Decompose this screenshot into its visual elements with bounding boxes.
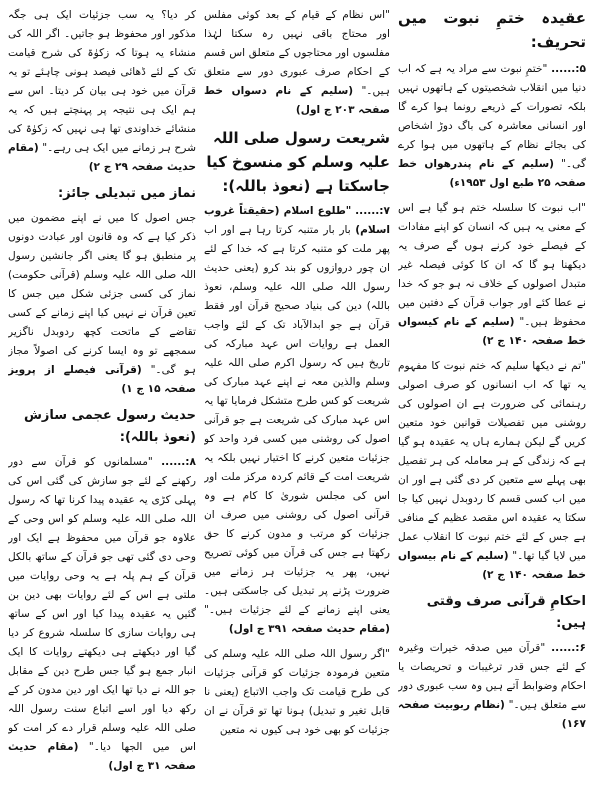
quote-text: "مسلمانوں کو قرآن سے دور رکھنے کے لئے جو سازش کی گئی اس کی پہلی کڑی یہ عقیدہ پیدا کرنا تھا کہ رسول اللہ صلی اللہ علیہ وسلم کو اس وحی کے علاوہ جو قرآن میں محفوظ ہے ایک اور وحی دی گئی تھی جو قرآن کے ساتھ بالکل قرآن کے ہم پلہ ہے یہ وحی روایات میں ملتی ہے اس کے لئے روایات بھی دین بن گئیں یہ عقیدہ پیدا کیا اور اس کے ساتھ ہی روایات سازی کا سلسلہ شروع کر دیا گیا اور دیکھتے ہی دیکھتے روایات کا ایک انبار جمع ہو گیا جس طرح دین کے مقابل جو اللہ نے دیا تھا ایک اور دین مدون کر کے رکھ دیا اور اسے اتباع سنت رسول اللہ صلی اللہ علیہ وسلم قرار دے کر امت کو اس میں الجھا دیا۔"	[8, 456, 196, 753]
quote-text: "ختمِ نبوت سے مراد یہ ہے کہ اب دنیا میں انقلاب شخصیتوں کے ہاتھوں نہیں بلکہ تصورات کے ذریعے رونما ہوا کرے گا اور انسانی معاشرہ کی باگ دوڑ اشخاص کی بجائے نظام کے ہاتھوں میں ہوا کرے گی۔"	[398, 63, 586, 170]
quote-text: "تم نے دیکھا سلیم کہ ختم نبوت کا مفہوم یہ تھا کہ اب انسانوں کو صرف اصولی رہنمائی کی ضرورت ہے ان اصولوں کی روشنی میں تفصیلات قوانین خود متعین کریں گے لیکن ہمارے ہاں یہ عقیدہ ہو گیا ہے کہ زندگی کے ہر معاملہ کی ہر تفصیل بھی پہلے سے متعین کر دی گئی ہے اور ان میں اب کسی قسم کا ردوبدل نہیں کیا جا سکتا یہ عقیدہ اس مقصد عظیم کے منافی ہے جس کے لئے ختم نبوت کا انقلاب عمل میں لایا گیا تھا۔"	[398, 360, 586, 562]
quote-text: "اب نبوت کا سلسلہ ختم ہو گیا ہے اس کے معنی یہ ہیں کہ انسان کو اپنے مفادات کے فیصلے خود کرنے ہوں گے صرف یہ دیکھنا ہو گا کہ ان کا کوئی فیصلہ غیر متبدل اصولوں کے خلاف نہ ہو جو کہ خدا نے عطا کئے اور جواب قرآن کے دفتین میں محفوظ ہیں۔"	[398, 202, 586, 328]
citation: (مقام حدیث صفحہ ۳۱ ج اول)	[8, 741, 196, 772]
section-heading-ahkam-waqti: احکامِ قرآنی صرف وقتی ہیں:	[426, 594, 586, 631]
quote-text: جس اصول کا میں نے اپنے مضمون میں ذکر کیا ہے کہ وہ قانون اور عبادت دونوں پر منطبق ہو گا یعنی اگر جانشین رسول اللہ صلی اللہ علیہ وسلم (قرآنی حکومت) نماز کی کسی جزئی شکل میں جس کا تعین قرآن نے نہیں کیا اپنے زمانے کے کسی تقاضے کے ماتحت کچھ ردوبدل ناگزیر سمجھے تو وہ ایسا کرنے کی اصولاً مجاز ہو گی۔"	[8, 212, 196, 376]
section-heading-khatm-nabuwwat: عقیدہ ختمِ نبوت میں تحریف:	[398, 9, 586, 51]
left-column	[8, 6, 196, 778]
paragraph	[204, 645, 390, 740]
citation: (سلیم کے نام دسواں خط صفحہ ۲۰۳ ج اول)	[204, 85, 390, 116]
quote-text: بار بار متنبہ کرتا رہا ہے اور اب پھر ملت کو متنبہ کرتا ہے کہ خدا کے لئے ان چور دروازوں کو بند کرو (یعنی حدیث رسول اللہ صلی اللہ علیہ وسلم، نعوذ باللہ) دین کی بنیاد صحیح قرآن اور فقط قرآن ہے جو ابدالآباد تک کے لئے واجب العمل ہے روایات اس عہد مبارکہ کی تاریخ ہیں کہ رسول اکرم صلی اللہ علیہ وسلم والذین معہ نے اپنے عہد مبارک کی شریعت کو کس طرح متشکل فرمایا تھا یہ اس عہد مبارک کی شریعت ہے جو قرآنی اصول کی روشنی میں کسی فرد واحد کو جزئیات متعین کرنے کا اختیار نہیں بلکہ یہ شریعت امت کے قائم کردہ مرکز ملت اور اس کی مجلس شوریٰ کا کام ہے وہ قرآنی اصول کی روشنی میں صرف ان جزئیات کو مرتب و مدون کرنے کا حق رکھتا ہے جس کی قرآن میں کوئی تصریح نہیں، پھر یہ جزئیات ہر زمانے میں ضرورت پڑنے پر تبدیل کی جاسکتی ہیں۔ یعنی اپنے زمانے کے لئے جزئیات ہیں۔"	[204, 224, 390, 616]
item-number: ۸:......	[161, 456, 196, 468]
section-heading-namaz-tabdeeli: نماز میں تبدیلی جائز:	[57, 186, 196, 201]
quote-text: کر دیا؟ یہ سب جزئیات ایک ہی جگہ مذکور اور محفوظ ہو جاتیں۔ اگر اللہ کی منشاء یہ ہوتا کہ زکوٰۃ کی شرح قیامت تک کے لئے ڈھائی فیصد ہونی چاہئے تو یہ قرآن میں خود ہی بیان کر دیتا۔ اس سے ہم ایک ہی نتیجہ پر پہنچتے ہیں کہ یہ منشائے خداوندی تھا ہی نہیں کہ زکوٰۃ کی شرح ہر زمانے میں ایک ہی رہے۔"	[8, 9, 196, 154]
citation: (مقام حدیث صفحہ ۳۹۱ ج اول)	[228, 623, 390, 635]
citation: (نظام ربوبیت صفحہ ۱۶۷)	[398, 699, 586, 730]
section-heading-hadith-sazish: حدیث رسول عجمی سازش (نعوذ باللہ):	[23, 408, 196, 445]
quote-text: "اس نظام کے قیام کے بعد کوئی مفلس اور محتاج باقی نہیں رہ سکتا لہٰذا مفلسوں اور محتاجوں کے متعلق اس قسم کے احکام صرف عبوری دور سے متعلق ہیں۔"	[204, 9, 390, 97]
citation: (سلیم کے نام پندرھواں خط صفحہ ۲۵ طبع اول ۱۹۵۳ء)	[398, 158, 586, 189]
section-heading-shariat-mansookh: شریعت رسول صلی اللہ علیہ وسلم کو منسوخ کیا جاسکتا ہے (نعوذ باللہ):	[206, 129, 390, 195]
paragraph	[204, 6, 390, 120]
paragraph	[8, 6, 196, 177]
citation: (مقام حدیث صفحہ ۲۹ ج ۲)	[8, 142, 196, 173]
paragraph	[398, 199, 586, 351]
item-number: ۷:......	[355, 205, 390, 217]
item-number: ۵:......	[551, 63, 586, 75]
citation: (سلیم کے نام بیسواں خط صفحہ ۱۴۰ ج ۲)	[398, 550, 586, 581]
middle-column	[204, 6, 390, 778]
paragraph	[8, 453, 196, 776]
right-column	[398, 6, 586, 778]
quote-text: "اگر رسول اللہ صلی اللہ علیہ وسلم کی متعین فرمودہ جزئیات کو قرآنی جزئیات کی طرح قیامت تک واجب الاتباع (یعنی نا قابل تغیر و تبدیل) ہونا تھا تو قرآن نے ان جزئیات کو بھی خود ہی کیوں نہ متعین	[204, 648, 390, 736]
item-number: ۶:......	[551, 642, 586, 654]
paragraph	[398, 60, 586, 193]
paragraph	[8, 209, 196, 399]
quote-title: "طلوع اسلام (حقیقتاً غروب اسلام)	[204, 205, 390, 236]
paragraph	[398, 357, 586, 585]
citation: (سلیم کے نام کیسواں خط صفحہ ۱۴۰ ج ۲)	[398, 316, 586, 347]
paragraph	[398, 639, 586, 734]
quote-text: "قرآن میں صدقہ خیرات وغیرہ کے لئے جس قدر ترغیبات و تحریصات یا احکام وضوابط آتے ہیں وہ سب عبوری دور سے متعلق ہیں۔"	[398, 642, 586, 711]
paragraph	[204, 202, 390, 639]
citation: (قرآنی فیصلے از پرویز صفحہ ۱۵ ج ۱)	[8, 364, 196, 395]
